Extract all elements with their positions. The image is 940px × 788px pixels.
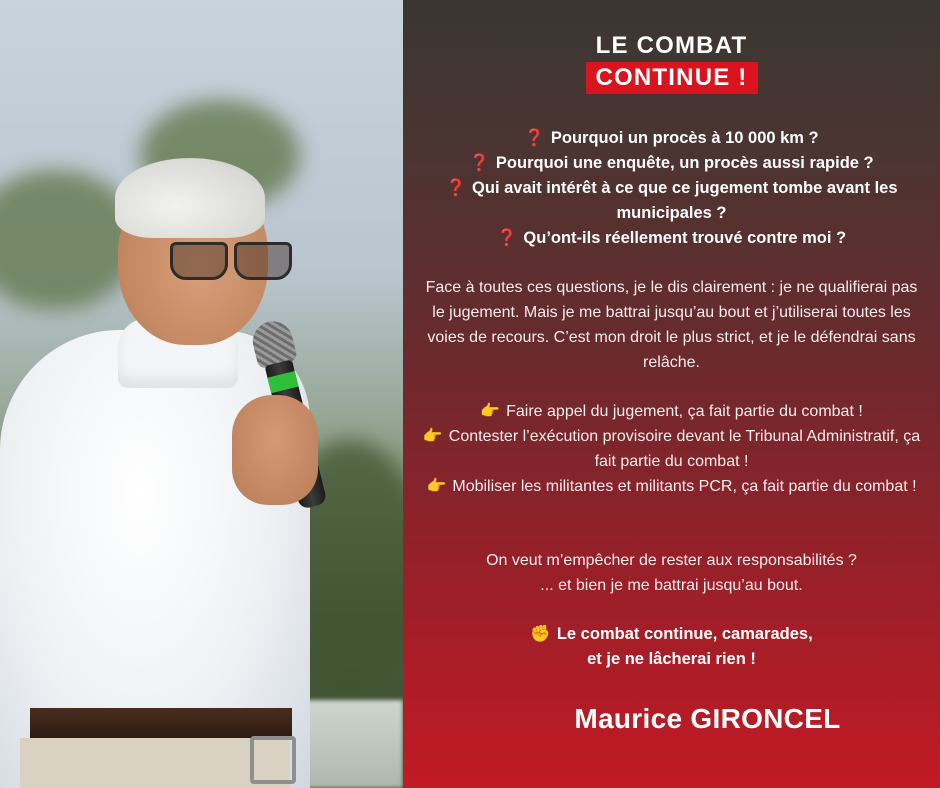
statement-paragraph: Face à toutes ces questions, je le dis clairement : je ne qualifierai pas le jugement. Mais je me battrai jusqu’au bout et j’utiliserai toutes les voies de recours. C’est mon droit le plus strict, et je le défendrai sans relâche.	[425, 279, 918, 371]
pointing-hand-icon: 👉	[426, 478, 447, 495]
resolve-paragraph	[419, 548, 924, 598]
resolve-line2: ... et bien je me battrai jusqu’au bout.	[540, 577, 803, 594]
question-mark-icon: ❓	[496, 229, 518, 247]
closing-line2: et je ne lâcherai rien !	[587, 650, 756, 668]
question-mark-icon: ❓	[524, 129, 545, 147]
message-panel	[403, 0, 940, 788]
action-text: Faire appel du jugement, ça fait partie du combat !	[506, 403, 863, 420]
question-mark-icon: ❓	[469, 154, 490, 172]
actions-list	[419, 399, 924, 499]
question-item	[423, 176, 920, 226]
question-item	[423, 151, 920, 176]
question-item	[423, 226, 920, 251]
question-text: Qu’ont-ils réellement trouvé contre moi ?	[523, 229, 847, 247]
closing-line1: Le combat continue, camarades,	[556, 625, 813, 643]
question-item	[423, 126, 920, 151]
action-text: Mobiliser les militantes et militants PCR, ça fait partie du combat !	[452, 478, 917, 495]
headline-line1: LE COMBAT	[595, 32, 748, 59]
questions-list	[423, 126, 920, 251]
action-text: Contester l’exécution provisoire devant le Tribunal Administratif, ça fait partie du combat !	[448, 428, 921, 470]
question-text: Pourquoi un procès à 10 000 km ?	[550, 129, 819, 147]
headline	[403, 33, 940, 94]
belt	[30, 708, 292, 738]
question-text: Pourquoi une enquête, un procès aussi rapide ?	[495, 154, 874, 172]
question-text: Qui avait intérêt à ce que ce jugement tombe avant les municipales ?	[472, 179, 898, 222]
action-item	[419, 474, 924, 499]
speaker-photo	[0, 0, 403, 788]
signature-name: Maurice GIRONCEL	[574, 703, 841, 734]
hair	[115, 158, 265, 238]
sunglasses	[160, 238, 292, 278]
signature	[403, 703, 940, 735]
raised-fist-icon: ✊	[530, 625, 551, 643]
hand	[232, 395, 318, 505]
pointing-hand-icon: 👉	[480, 403, 501, 420]
resolve-line1: On veut m’empêcher de rester aux responsabilités ?	[486, 552, 857, 569]
action-item	[419, 399, 924, 424]
headline-line2-highlight: CONTINUE !	[586, 62, 758, 94]
closing-statement	[419, 622, 924, 672]
pointing-hand-icon: 👉	[422, 428, 443, 445]
action-item	[419, 424, 924, 474]
question-mark-icon: ❓	[445, 179, 467, 197]
belt-buckle	[250, 736, 296, 784]
